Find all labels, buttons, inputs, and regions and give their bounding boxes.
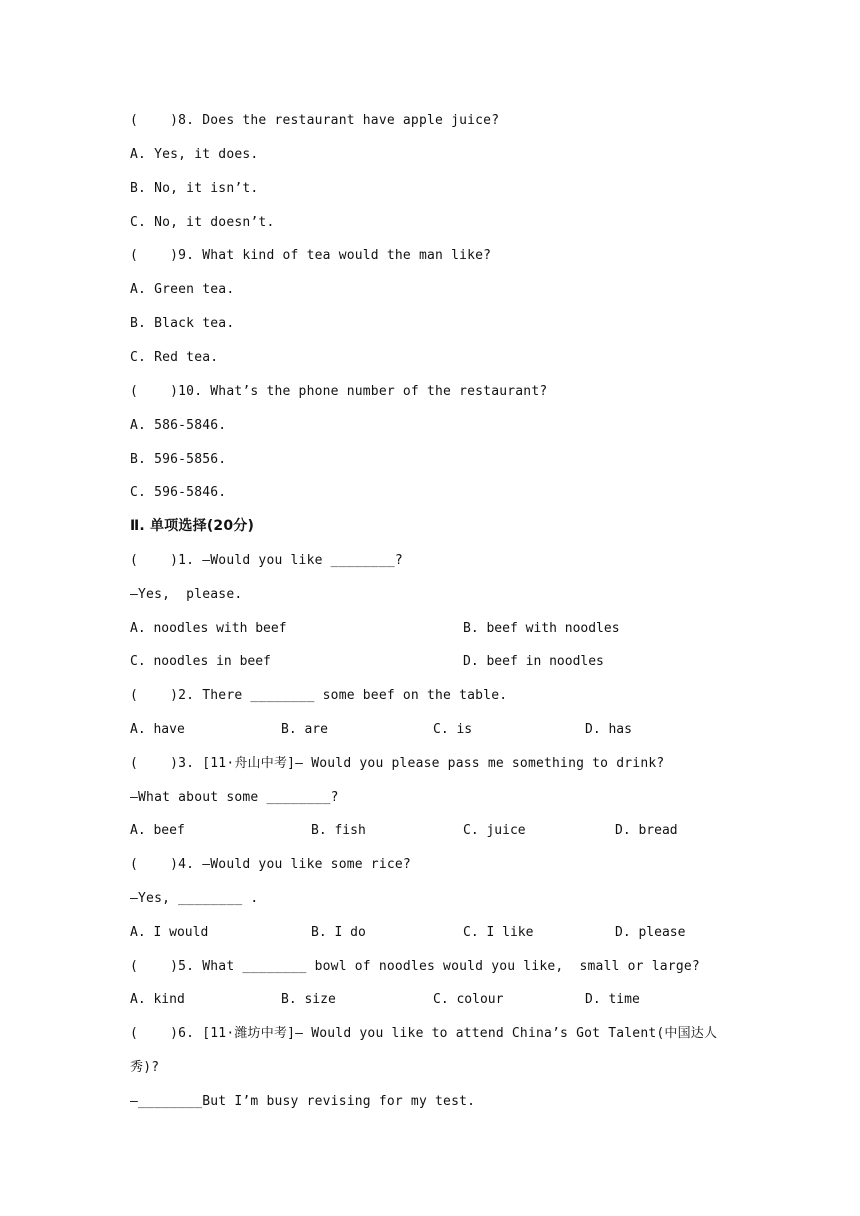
mc-question-3-option-c: C. juice: [463, 823, 526, 838]
mc-question-5-option-a: A. kind: [130, 992, 185, 1007]
question-9: ( )9. What kind of tea would the man like?: [130, 248, 492, 263]
mc-question-2-option-b: B. are: [281, 722, 328, 737]
mc-question-4-reply: —Yes, ________ .: [130, 891, 259, 906]
mc-question-3-option-d: D. bread: [615, 823, 678, 838]
mc-question-6: ( )6. [11·潍坊中考]— Would you like to attend China’s Got Talent(中国达人: [130, 1026, 718, 1041]
mc-question-5-option-d: D. time: [585, 992, 640, 1007]
question-8-option-c: C. No, it doesn’t.: [130, 215, 275, 230]
question-10-option-b: B. 596-5856.: [130, 452, 227, 467]
mc-question-1: ( )1. —Would you like ________?: [130, 553, 403, 568]
mc-question-3-option-b: B. fish: [311, 823, 366, 838]
mc-question-4-option-b: B. I do: [311, 925, 366, 940]
question-9-option-a: A. Green tea.: [130, 282, 235, 297]
mc-question-3-reply: —What about some ________?: [130, 790, 339, 805]
mc-question-2-option-a: A. have: [130, 722, 185, 737]
mc-question-6-continuation: 秀)?: [130, 1060, 160, 1075]
question-8: ( )8. Does the restaurant have apple juice?: [130, 113, 500, 128]
mc-question-2-option-d: D. has: [585, 722, 632, 737]
question-9-option-c: C. Red tea.: [130, 350, 219, 365]
mc-question-5-option-c: C. colour: [433, 992, 504, 1007]
question-10: ( )10. What’s the phone number of the restaurant?: [130, 384, 548, 399]
mc-question-5: ( )5. What ________ bowl of noodles would you like, small or large?: [130, 959, 700, 974]
mc-question-4-option-d: D. please: [615, 925, 686, 940]
mc-question-1-option-b: B. beef with noodles: [463, 621, 620, 636]
mc-question-5-option-b: B. size: [281, 992, 336, 1007]
mc-question-2-option-c: C. is: [433, 722, 473, 737]
question-10-option-a: A. 586-5846.: [130, 418, 227, 433]
mc-question-4-option-a: A. I would: [130, 925, 209, 940]
mc-question-1-option-c: C. noodles in beef: [130, 654, 271, 669]
mc-question-3: ( )3. [11·舟山中考]— Would you please pass me something to drink?: [130, 756, 665, 771]
mc-question-1-option-d: D. beef in noodles: [463, 654, 604, 669]
section-heading: Ⅱ. 单项选择(20分): [130, 518, 255, 534]
mc-question-1-option-a: A. noodles with beef: [130, 621, 287, 636]
mc-question-6-reply: —________But I’m busy revising for my test.: [130, 1094, 476, 1109]
question-10-option-c: C. 596-5846.: [130, 485, 227, 500]
question-8-option-b: B. No, it isn’t.: [130, 181, 259, 196]
mc-question-1-reply: —Yes, please.: [130, 587, 243, 602]
mc-question-4: ( )4. —Would you like some rice?: [130, 857, 411, 872]
mc-question-3-option-a: A. beef: [130, 823, 185, 838]
question-8-option-a: A. Yes, it does.: [130, 147, 259, 162]
mc-question-2: ( )2. There ________ some beef on the table.: [130, 688, 508, 703]
question-9-option-b: B. Black tea.: [130, 316, 235, 331]
mc-question-4-option-c: C. I like: [463, 925, 534, 940]
